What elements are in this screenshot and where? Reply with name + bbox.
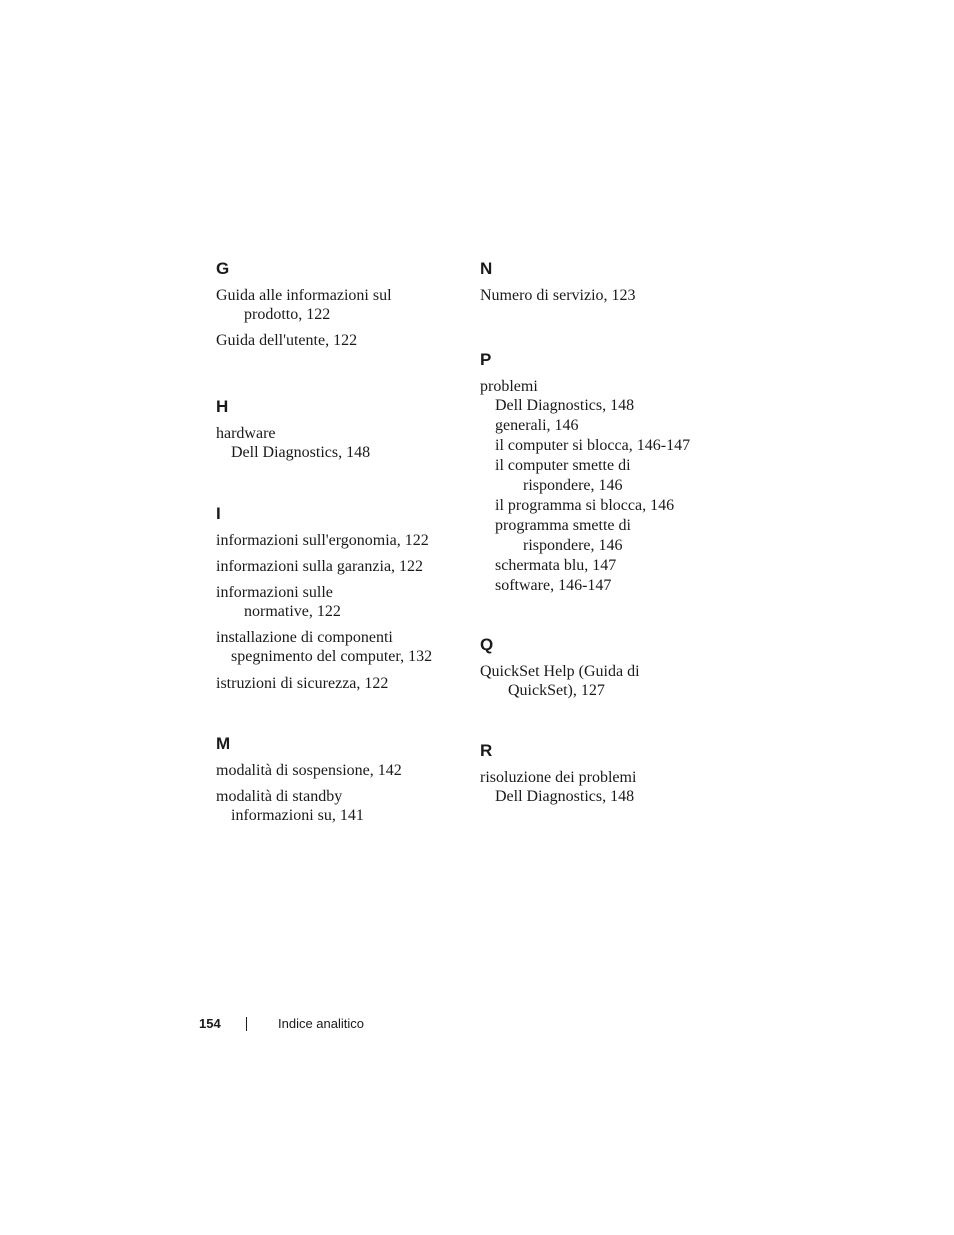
index-entry — [480, 377, 730, 596]
entry-continuation: normative, 122 — [244, 603, 341, 620]
index-entry — [216, 628, 466, 667]
entry-subitem: Dell Diagnostics, 148 — [495, 788, 635, 805]
section-letter: P — [480, 350, 492, 369]
index-entry — [216, 583, 466, 621]
entry-subitem: Dell Diagnostics, 148 — [495, 397, 635, 414]
index-section-m — [216, 733, 466, 826]
section-letter: Q — [480, 635, 494, 654]
index-entry — [216, 674, 466, 693]
entry-continuation: QuickSet), 127 — [508, 682, 605, 699]
subitem-text: programma smette di — [495, 517, 631, 534]
entry-text: informazioni sulle — [216, 584, 333, 601]
index-left-column — [216, 258, 466, 833]
index-entry — [480, 768, 730, 807]
entry-subitem — [480, 516, 730, 556]
section-letter: N — [480, 259, 493, 278]
entry-text: informazioni sulla garanzia, 122 — [216, 558, 424, 575]
entry-subitem: il programma si blocca, 146 — [495, 497, 675, 514]
entry-text: istruzioni di sicurezza, 122 — [216, 675, 389, 692]
entry-text: modalità di sospensione, 142 — [216, 762, 402, 779]
index-section-i — [216, 503, 466, 693]
entry-text: hardware — [216, 425, 276, 442]
section-letter: M — [216, 734, 231, 753]
index-entry — [480, 286, 730, 305]
entry-text: problemi — [480, 378, 538, 395]
entry-text: QuickSet Help (Guida di — [480, 663, 640, 680]
section-letter: I — [216, 504, 221, 523]
index-entry — [216, 531, 466, 550]
subitem-continuation: rispondere, 146 — [523, 537, 623, 554]
index-section-n — [480, 258, 730, 305]
index-right-column — [480, 258, 730, 814]
entry-text: modalità di standby — [216, 788, 343, 805]
index-section-r — [480, 740, 730, 807]
section-letter: H — [216, 397, 229, 416]
index-section-p — [480, 349, 730, 596]
index-section-g — [216, 258, 466, 350]
index-section-q — [480, 634, 730, 700]
entry-subitem: il computer si blocca, 146-147 — [495, 437, 691, 454]
entry-continuation: prodotto, 122 — [244, 306, 331, 323]
entry-text: informazioni sull'ergonomia, 122 — [216, 532, 429, 549]
entry-subitem: software, 146-147 — [495, 577, 612, 594]
index-entry — [216, 424, 466, 463]
index-entry — [216, 286, 466, 324]
index-entry — [216, 761, 466, 780]
subitem-continuation: rispondere, 146 — [523, 477, 623, 494]
index-section-h — [216, 396, 466, 463]
entry-text: Numero di servizio, 123 — [480, 287, 636, 304]
subitem-text: il computer smette di — [495, 457, 631, 474]
entry-subitem: generali, 146 — [495, 417, 579, 434]
index-entry — [216, 787, 466, 826]
index-entry — [216, 557, 466, 576]
footer-separator — [246, 1017, 247, 1031]
entry-text: risoluzione dei problemi — [480, 769, 637, 786]
entry-subitem — [480, 456, 730, 496]
page-number: 154 — [199, 1016, 221, 1031]
entry-text: Guida dell'utente, 122 — [216, 332, 358, 349]
entry-subitem: schermata blu, 147 — [495, 557, 617, 574]
entry-subitem: Dell Diagnostics, 148 — [231, 444, 371, 461]
index-entry — [216, 331, 466, 350]
section-letter: G — [216, 259, 230, 278]
entry-text: Guida alle informazioni sul — [216, 287, 392, 304]
footer-section-title: Indice analitico — [278, 1016, 364, 1031]
index-entry — [480, 662, 730, 700]
entry-subitem: informazioni su, 141 — [231, 807, 364, 824]
section-letter: R — [480, 741, 493, 760]
entry-text: installazione di componenti — [216, 629, 393, 646]
entry-subitem: spegnimento del computer, 132 — [231, 648, 433, 665]
